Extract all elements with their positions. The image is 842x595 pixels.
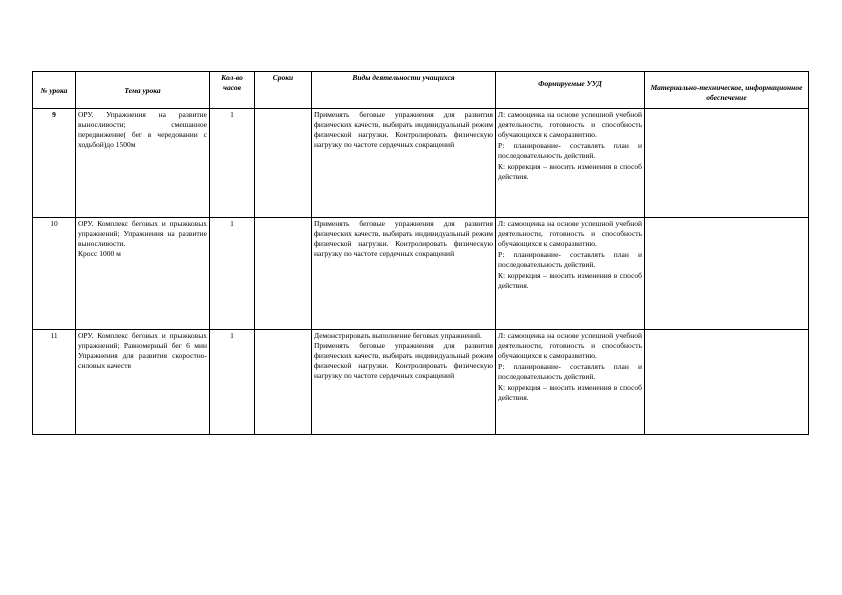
lesson-dates — [255, 109, 312, 218]
header-materials: Материально-техническое, информационное обеспечение — [645, 72, 809, 109]
header-row — [33, 72, 809, 109]
lesson-topic: ОРУ. Упражнения на развитие выносливости; смешанное передвижение( бег в чередовании с ходьбой)до 1500м — [76, 109, 210, 218]
header-activities: Виды деятельности учащихся — [312, 72, 496, 109]
activity-text: Применять беговые упражнения для развития физических качеств, выбирать индивидуальный режим физической нагрузки. Контролировать физическую нагрузку по частоте сердечных сокращений — [314, 219, 493, 258]
lesson-hours: 1 — [210, 218, 255, 330]
table-row — [33, 109, 809, 218]
header-dates: Сроки — [255, 72, 312, 109]
uud-communicative: К: коррекция – вносить изменения в способ действия. — [498, 271, 642, 291]
topic-text: ОРУ. Комплекс беговых и прыжковых упражнений; Упражнения на развитие выносливости. — [78, 219, 207, 248]
topic-text-2: Кросс 1000 м — [78, 248, 121, 258]
table-row — [33, 218, 809, 330]
uud-regulatory: Р: планирование- составлять план и последовательность действий. — [498, 362, 642, 382]
uud-personal: Л: самооценка на основе успешной учебной деятельности, готовность и способность обучающихся к саморазвитию. — [498, 219, 642, 248]
activity-text: Демонстрировать выполнение беговых упражнений. — [314, 331, 482, 340]
lesson-uud — [496, 330, 645, 435]
uud-personal: Л: самооценка на основе успешной учебной деятельности, готовность и способность обучающихся к саморазвитию. — [498, 110, 642, 139]
lesson-activities — [312, 109, 496, 218]
lesson-number: 11 — [33, 330, 76, 435]
lesson-dates — [255, 218, 312, 330]
lesson-uud — [496, 218, 645, 330]
lesson-uud — [496, 109, 645, 218]
uud-communicative: К: коррекция – вносить изменения в способ действия. — [498, 162, 642, 182]
table-row — [33, 330, 809, 435]
lesson-hours: 1 — [210, 330, 255, 435]
activity-text-2: Применять беговые упражнения для развития физических качеств, выбирать индивидуальный режим физической нагрузки. Контролировать физическую нагрузку по частоте сердечных сокращений — [314, 340, 493, 380]
lesson-activities — [312, 330, 496, 435]
uud-communicative: К: коррекция – вносить изменения в способ действия. — [498, 383, 642, 403]
activity-text: Применять беговые упражнения для развития физических качеств, выбирать индивидуальный режим физической нагрузки. Контролировать физическую нагрузку по частоте сердечных сокращений — [314, 110, 493, 149]
header-hours: Кол-во часов — [210, 72, 255, 109]
lesson-dates — [255, 330, 312, 435]
lesson-number: 10 — [33, 218, 76, 330]
lesson-topic — [76, 218, 210, 330]
header-uud: Формируемые УУД — [496, 72, 645, 109]
lesson-materials — [645, 109, 809, 218]
lesson-activities — [312, 218, 496, 330]
lesson-hours: 1 — [210, 109, 255, 218]
uud-regulatory: Р: планирование- составлять план и последовательность действий. — [498, 250, 642, 270]
lesson-topic: ОРУ. Комплекс беговых и прыжковых упражнений; Равномерный бег 6 мин Упражнения для развития скоростно-силовых качеств — [76, 330, 210, 435]
header-lesson-number: № урока — [33, 72, 76, 109]
lesson-number: 9 — [33, 109, 76, 218]
lesson-materials — [645, 218, 809, 330]
lesson-plan-table — [32, 71, 809, 435]
uud-regulatory: Р: планирование- составлять план и последовательность действий. — [498, 141, 642, 161]
lesson-materials — [645, 330, 809, 435]
uud-personal: Л: самооценка на основе успешной учебной деятельности, готовность и способность обучающихся к саморазвитию. — [498, 331, 642, 360]
header-topic: Тема урока — [76, 72, 210, 109]
